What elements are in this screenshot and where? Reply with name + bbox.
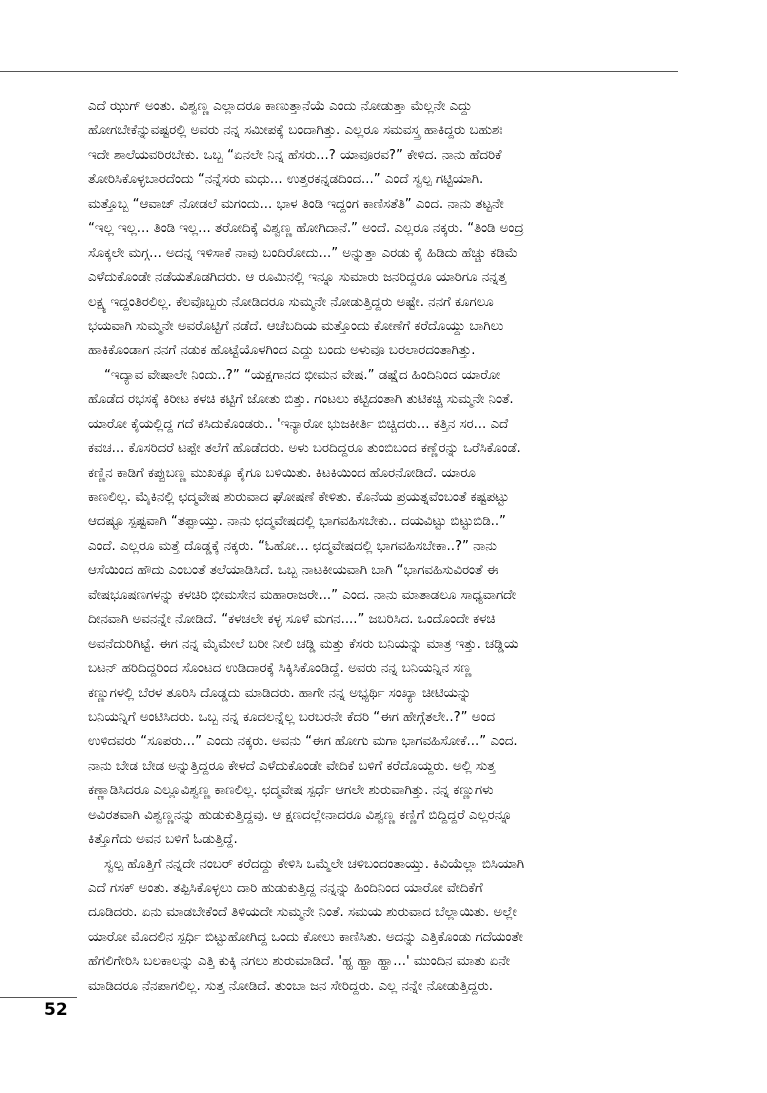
- text-line: ಆಸೆಯಿಂದ ಹೌದು ಎಂಬಂತೆ ತಲೆಯಾಡಿಸಿದೆ. ಒಬ್ಬ ನಾಟಕೀಯವಾಗಿ ಬಾಗಿ “ಭಾಗವಹಿಸುವಿರಂತೆ ಈ: [88, 563, 499, 579]
- text-line: ಮಾಡಿದರೂ ನೆನಪಾಗಲಿಲ್ಲ. ಸುತ್ತ ನೋಡಿದೆ. ತುಂಬಾ ಜನ ಸೇರಿದ್ದರು. ಎಲ್ಲ ನನ್ನೇ ನೋಡುತ್ತಿದ್ದರು.: [88, 978, 493, 994]
- text-line: ಕಣ್ಣಿನ ಕಾಡಿಗೆ ಕಪ್ಪುಬಣ್ಣ ಮುಖಕ್ಕೂ ಕೈಗೂ ಬಳಿಯಿತು. ಕಿಟಕಿಯಿಂದ ಹೊರನೋಡಿದೆ. ಯಾರೂ: [88, 465, 476, 481]
- text-line: ಬನಿಯನ್ನಿಗೆ ಅಂಟಿಸಿದರು. ಒಬ್ಬ ನನ್ನ ಕೂದಲನ್ನೆಲ್ಲ ಬರಬರನೇ ಕೆದರಿ “ಈಗ ಹೇಗ್ಗೆತಲೇ..?” ಅಂದ: [88, 709, 495, 725]
- text-line: ಕಿತ್ತೊಗೆದು ಅವನ ಬಳಿಗೆ ಓಡುತ್ತಿದ್ದೆ.: [88, 832, 238, 848]
- text-line: ದೂಡಿದರು. ಏನು ಮಾಡಬೇಕೆಂದೆ ತಿಳಿಯದೇ ಸುಮ್ಮನೇ ನಿಂತೆ. ಸಮಯ ಶುರುವಾದ ಬೆಲ್ಲಾಯಿತು. ಅಲ್ಲೇ: [88, 905, 517, 921]
- text-line: “ಇಲ್ಲ ಇಲ್ಲ... ತಿಂಡಿ ಇಲ್ಲ... ತರೋದಿಕ್ಕೆ ವಿಶ್ವಣ್ಣ ಹೋಗಿದಾನೆ.” ಅಂದೆ. ಎಲ್ಲರೂ ನಕ್ಕರು. “ತಿಂಡಿ ಅಂದ್ರ: [88, 221, 524, 237]
- text-line: ಕಣ್ಣುಗಳಲ್ಲಿ ಬೆರಳ ತೂರಿಸಿ ದೊಡ್ಡದು ಮಾಡಿದರು. ಹಾಗೇ ನನ್ನ ಅಭ್ಯರ್ಥಿ ಸಂಖ್ಯಾ ಚೀಟಿಯನ್ನು: [88, 685, 472, 701]
- text-line: ಎಂದೆ. ಎಲ್ಲರೂ ಮತ್ತೆ ದೊಡ್ಡಕ್ಕೆ ನಕ್ಕರು. “ಓಹೋ... ಛದ್ಮವೇಷದಲ್ಲಿ ಭಾಗವಹಿಸಬೇಕಾ..?” ನಾನು: [88, 538, 497, 554]
- text-line: ತೋರಿಸಿಕೊಳ್ಳಬಾರದೆಂದು “ನನ್ನೆಸರು ಮಧು... ಉತ್ತರಕನ್ನಡದಿಂದ...” ಎಂದೆ ಸ್ವಲ್ಪ ಗಟ್ಟಿಯಾಗಿ.: [88, 172, 484, 188]
- text-line: ಯಾರೋ ಮೊದಲಿನ ಸ್ಪರ್ಧಿ ಬಿಟ್ಟುಹೋಗಿದ್ದ ಒಂದು ಕೋಲು ಕಾಣಿಸಿತು. ಅದನ್ನು ಎತ್ತಿಕೊಂಡು ಗದೆಯಂತೇ: [88, 929, 523, 945]
- text-line: ಸೊಕ್ಕಲೇ ಮಗ್ಗ... ಅದನ್ನ ಇಳಿಸಾಕೆ ನಾವು ಬಂದಿರೋದು...” ಅನ್ನುತ್ತಾ ಎರಡು ಕೈ ಹಿಡಿದು ಹೆಚ್ಚು ಕಡಿಮೆ: [88, 245, 518, 261]
- text-line: ಆದಷ್ಟೂ ಸ್ಪಷ್ಟವಾಗಿ “ತಪ್ಪಾಯ್ತು. ನಾನು ಛದ್ಮವೇಷದಲ್ಲಿ ಭಾಗವಹಿಸಬೇಕು.. ದಯವಿಟ್ಟು ಬಿಟ್ಟುಬಿಡಿ..”: [88, 514, 506, 530]
- text-line: ಯಾರೋ ಕೈಯಲ್ಲಿದ್ದ ಗದೆ ಕಸಿದುಕೊಂಡರು.. 'ಇನ್ಯಾರೋ ಭುಜಕೀರ್ತಿ ಬಿಚ್ಚಿದರು... ಕತ್ತಿನ ಸರ... ಎದೆ: [88, 416, 509, 432]
- text-line: ವೇಷಭೂಷಣಗಳನ್ನು ಕಳಚಿರಿ ಭೀಮಸೇನ ಮಹಾರಾಜರೇ...” ಎಂದ. ನಾನು ಮಾತಾಡಲೂ ಸಾಧ್ಯವಾಗದೇ: [88, 587, 517, 603]
- text-line: ಇದೇ ಶಾಲೆಯವರಿರಬೇಕು. ಒಬ್ಬ “ಏನಲೇ ನಿನ್ನ ಹೆಸರು...? ಯಾವೂರವ?” ಕೇಳಿದ. ನಾನು ಹೆದರಿಕೆ: [88, 147, 502, 163]
- text-line: ಎದೆ ಝುಗ್ ಅಂತು. ವಿಶ್ವಣ್ಣ ಎಲ್ಲಾದರೂ ಕಾಣುತ್ತಾನೆಯೆ ಎಂದು ನೋಡುತ್ತಾ ಮೆಲ್ಲನೇ ಎದ್ದು: [88, 99, 473, 114]
- page-number: 52: [44, 1000, 68, 1020]
- text-line: ಕವಚ... ಕೊಸರಿದರೆ ಟಪ್ಪೇ ತಲೆಗೆ ಹೊಡೆದರು. ಅಳು ಬರದಿದ್ದರೂ ತುಂಬಿಬಂದ ಕಣ್ಣೆರನ್ನು ಒರೆಸಿಕೊಂಡೆ.: [88, 441, 521, 457]
- paragraph-start-line: “ಇದ್ಯಾವ ವೇಷಾಲೇ ನಿಂದು..?” “ಯಕ್ಷಗಾನದ ಭೀಮನ ವೇಷ.” ಡಷ್ಷೆದ ಹಿಂದಿನಿಂದ ಯಾರೋ: [104, 367, 501, 383]
- text-line: ಉಳಿದವರು “ಸೂಪರು...” ಎಂದು ನಕ್ಕರು. ಅವನು “ಈಗ ಹೋಗು ಮಗಾ ಭಾಗವಹಿಸೋಕೆ...” ಎಂದ.: [88, 734, 518, 750]
- text-line: ಎಳೆದುಕೊಂಡೇ ನಡೆಯತೊಡಗಿದರು. ಆ ರೂಮಿನಲ್ಲಿ ಇನ್ನೂ ಸುಮಾರು ಜನರಿದ್ದರೂ ಯಾರಿಗೂ ನನ್ನತ್ತ: [88, 270, 507, 286]
- text-line: ಎದೆ ಗಸಕ್ ಅಂತು. ತಪ್ಪಿಸಿಕೊಳ್ಳಲು ದಾರಿ ಹುಡುಕುತ್ತಿದ್ದ ನನ್ನನ್ನು ಹಿಂದಿನಿಂದ ಯಾರೋ ವೇದಿಕೆಗೆ: [88, 881, 483, 896]
- text-line: ಹೋಗಬೇಕೆನ್ನುವಷ್ಟರಲ್ಲಿ ಅವರು ನನ್ನ ಸಮೀಪಕ್ಕೆ ಬಂದಾಗಿತ್ತು. ಎಲ್ಲರೂ ಸಮವಸ್ತ್ರ ಹಾಕಿದ್ದರು ಬಹುಶಃ: [88, 123, 503, 139]
- body-text: [88, 95, 680, 999]
- text-line: ಲಕ್ಷ್ಯ ಇದ್ದಂತಿರಲಿಲ್ಲ. ಕೆಲವೊಬ್ಬರು ನೋಡಿದರೂ ಸುಮ್ಮನೇ ನೋಡುತ್ತಿದ್ದರು ಅಷ್ಟೇ. ನನಗೆ ಕೂಗಲೂ: [88, 294, 494, 310]
- text-line: ಭಯವಾಗಿ ಸುಮ್ಮನೇ ಅವರೊಟ್ಟಿಗೆ ನಡೆದೆ. ಆಚೆಬದಿಯ ಮತ್ತೊಂದು ಕೋಣೆಗೆ ಕರೆದೊಯ್ದು ಬಾಗಿಲು: [88, 318, 504, 334]
- text-line: ಅವಿರತವಾಗಿ ವಿಶ್ವಣ್ಣನನ್ನು ಹುಡುಕುತ್ತಿದ್ದವು. ಆ ಕ್ಷಣದಲ್ಲೇನಾದರೂ ವಿಶ್ವಣ್ಣ ಕಣ್ಣಿಗೆ ಬಿದ್ದಿದ್ದರೆ ಎಲ್ಲರನ್ನೂ: [88, 807, 513, 823]
- text-line: ನಾನು ಬೇಡ ಬೇಡ ಅನ್ನುತ್ತಿದ್ದರೂ ಕೇಳದೆ ಎಳೆದುಕೊಂಡೇ ವೇದಿಕೆ ಬಳಿಗೆ ಕರೆದೊಯ್ದರು. ಅಲ್ಲಿ ಸುತ್ತ: [88, 758, 496, 774]
- text-line: ಅವನೆದುರಿಗಿಟ್ಟೆ. ಈಗ ನನ್ನ ಮೈಮೇಲೆ ಬರೀ ನೀಲಿ ಚಡ್ಡಿ ಮತ್ತು ಕೆಸರು ಬನಿಯನ್ನು ಮಾತ್ರ ಇತ್ತು. ಚಡ್ಡಿಯ: [88, 636, 519, 652]
- text-line: ಮತ್ತೊಬ್ಬ “ಆವಾಜ್ ನೋಡಲೆ ಮಗಂದು... ಭಾಳ ತಿಂಡಿ ಇದ್ದಂಗ ಕಾಣಿಸತೆತಿ” ಎಂದ. ನಾನು ತಟ್ಟನೇ: [88, 196, 504, 212]
- paragraph-start-line: ಸ್ವಲ್ಪ ಹೊತ್ತಿಗೆ ನನ್ನದೇ ನಂಬರ್ ಕರೆದದ್ದು ಕೇಳಿಸಿ ಒಮ್ಮೆಲೇ ಚಳಿಬಂದಂತಾಯ್ತು. ಕಿವಿಯೆಲ್ಲಾ ಬಿಸಿಯಾಗಿ: [104, 856, 525, 872]
- text-line: ಹೊಡೆದ ರಭಸಕ್ಕೆ ಕಿರೀಟ ಕಳಚಿ ಕಟ್ಟಿಗೆ ಜೋತು ಬಿತ್ತು. ಗಂಟಲು ಕಟ್ಟಿದಂತಾಗಿ ತುಟಿಕಚ್ಚಿ ಸುಮ್ಮನೇ ನಿಂತೆ.: [88, 392, 514, 408]
- text-line: ಕಾಣಲಿಲ್ಲ. ಮೈಕಿನಲ್ಲಿ ಛದ್ಮವೇಷ ಶುರುವಾದ ಘೋಷಣೆ ಕೇಳಿತು. ಕೊನೆಯ ಪ್ರಯತ್ನವೆಂಬಂತೆ ಕಷ್ಟಪಟ್ಟು: [88, 490, 509, 505]
- text-line: ಹಾಕಿಕೊಂಡಾಗ ನನಗೆ ನಡುಕ ಹೊಟ್ಟೆಯೊಳಗಿಂದ ಎದ್ದು ಬಂದು ಅಳುವೂ ಬರಲಾರದಂತಾಗಿತ್ತು.: [88, 343, 476, 359]
- text-line: ಬಟನ್ ಹರಿದಿದ್ದರಿಂದ ಸೊಂಟದ ಉಡಿದಾರಕ್ಕೆ ಸಿಕ್ಕಿಸಿಕೊಂಡಿದ್ದೆ. ಅವರು ನನ್ನ ಬನಿಯನ್ನಿನ ಸಣ್ಣ: [88, 661, 472, 677]
- text-line: ಹೆಗಲಿಗೇರಿಸಿ ಬಲಕಾಲನ್ನು ಎತ್ತಿ ಕುಕ್ಕಿ ನಗಲು ಶುರುಮಾಡಿದೆ. 'ಹ್ಹ ಹ್ಹಾ ಹ್ಹಾ...' ಮುಂದಿನ ಮಾತು ಏನೇ: [88, 954, 510, 970]
- text-line: ಕಣ್ಣಾಡಿಸಿದರೂ ಎಲ್ಲೂವಿಶ್ವಣ್ಣ ಕಾಣಲಿಲ್ಲ. ಛದ್ಮವೇಷ ಸ್ಪರ್ಧೆ ಆಗಲೇ ಶುರುವಾಗಿತ್ತು. ನನ್ನ ಕಣ್ಣುಗಳು: [88, 783, 494, 799]
- text-line: ದೀನವಾಗಿ ಅವನನ್ನೇ ನೋಡಿದೆ. “ಕಳಚಲೇ ಕಳ್ಳ ಸೂಳೆ ಮಗನ....” ಜಬರಿಸಿದ. ಒಂದೊಂದೇ ಕಳಚಿ: [88, 612, 496, 628]
- header-rule: [0, 71, 678, 72]
- footer-rule: [0, 997, 77, 998]
